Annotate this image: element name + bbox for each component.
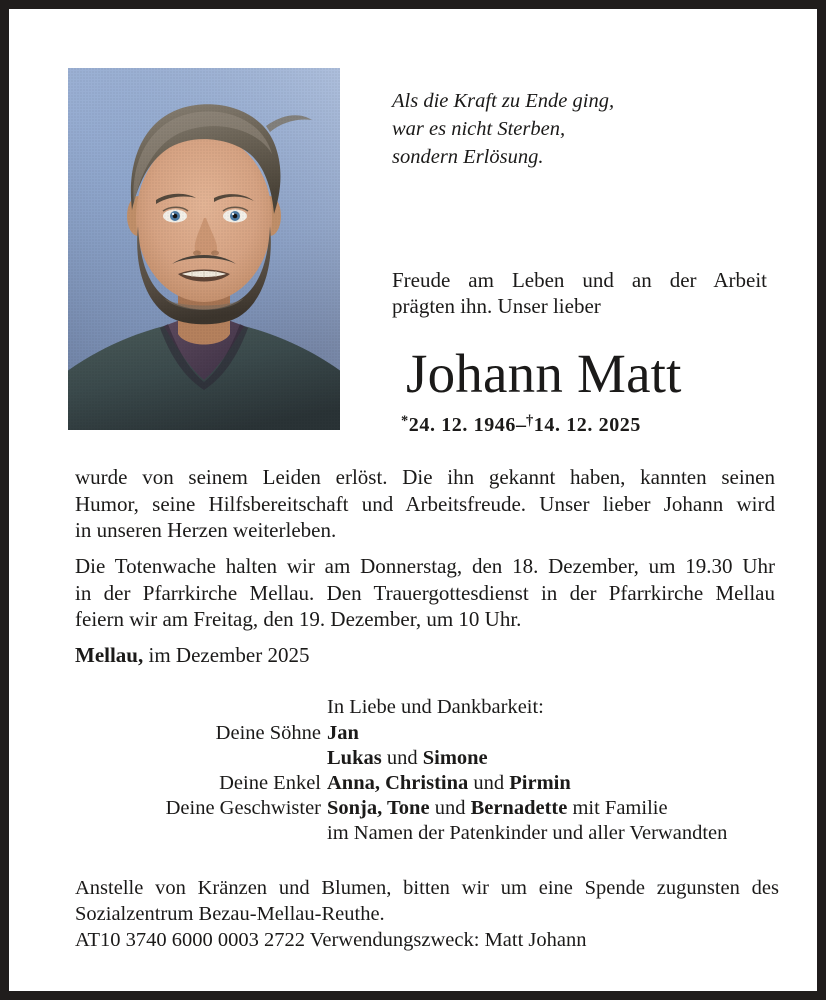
family-names: Lukas und Simone <box>327 747 488 769</box>
eulogy-paragraph <box>75 464 775 544</box>
place-date: im Dezember 2025 <box>148 643 310 667</box>
family-names: im Namen der Patenkinder und aller Verwandten <box>327 822 728 844</box>
intro-line-1: Freude am Leben und an der Arbeit <box>392 268 767 292</box>
donation-line-1: Anstelle von Kränzen und Blumen, bitten wir um eine Spende zugunsten des <box>75 877 779 899</box>
intro-text <box>392 267 767 319</box>
family-names: Sonja, Tone und Bernadette mit Familie <box>327 797 668 819</box>
family-row <box>75 771 775 796</box>
portrait-image <box>68 68 340 430</box>
family-row <box>75 721 775 746</box>
died-symbol-icon: † <box>526 413 534 429</box>
intro-line-2: prägten ihn. Unser lieber <box>392 294 601 318</box>
portrait-photo <box>68 68 340 430</box>
deceased-name: Johann Matt <box>406 343 682 404</box>
family-relation-label: Deine Söhne <box>215 722 321 744</box>
eulogy-line-3: in unseren Herzen weiterleben. <box>75 518 337 542</box>
service-line-2: in der Pfarrkirche Mellau. Den Trauergottesdienst in der Pfarrkirche Mellau <box>75 580 775 605</box>
family-row <box>75 796 775 821</box>
service-line-1: Die Totenwache halten wir am Donnerstag, den 18. Dezember, um 19.30 Uhr <box>75 554 775 578</box>
family-heading: In Liebe und Dankbarkeit: <box>327 696 544 718</box>
family-row <box>75 746 775 771</box>
family-block <box>75 695 775 846</box>
date-separator: – <box>516 414 526 437</box>
death-date: 14. 12. 2025 <box>533 414 641 437</box>
service-paragraph <box>75 553 775 633</box>
donation-bank-details: AT10 3740 6000 0003 2722 Verwendungszweck: Matt Johann <box>75 929 587 951</box>
epigraph-line-1: Als die Kraft zu Ende ging, <box>392 90 615 112</box>
donation-note <box>75 875 779 953</box>
family-names: Anna, Christina und Pirmin <box>327 772 571 794</box>
service-line-3: feiern wir am Freitag, den 19. Dezember, um 10 Uhr. <box>75 607 522 631</box>
epigraph <box>392 87 792 171</box>
family-names: Jan <box>327 722 359 744</box>
family-relation-label: Deine Enkel <box>219 772 321 794</box>
born-symbol-icon: * <box>401 413 409 429</box>
life-dates <box>401 413 641 437</box>
eulogy-line-1: wurde von seinem Leiden erlöst. Die ihn gekannt haben, kannten seinen <box>75 465 775 489</box>
donation-line-2: Sozialzentrum Bezau-Mellau-Reuthe. <box>75 903 385 925</box>
birth-date: 24. 12. 1946 <box>408 414 516 437</box>
place-town: Mellau, <box>75 643 144 667</box>
place-date-line <box>75 642 309 669</box>
epigraph-line-2: war es nicht Sterben, <box>392 118 566 140</box>
family-relation-label: Deine Geschwister <box>165 797 321 819</box>
notice-sheet <box>9 9 817 991</box>
family-row <box>75 821 775 846</box>
epigraph-line-3: sondern Erlösung. <box>392 146 544 168</box>
eulogy-line-2: Humor, seine Hilfsbereitschaft und Arbeitsfreude. Unser lieber Johann wird <box>75 491 775 516</box>
